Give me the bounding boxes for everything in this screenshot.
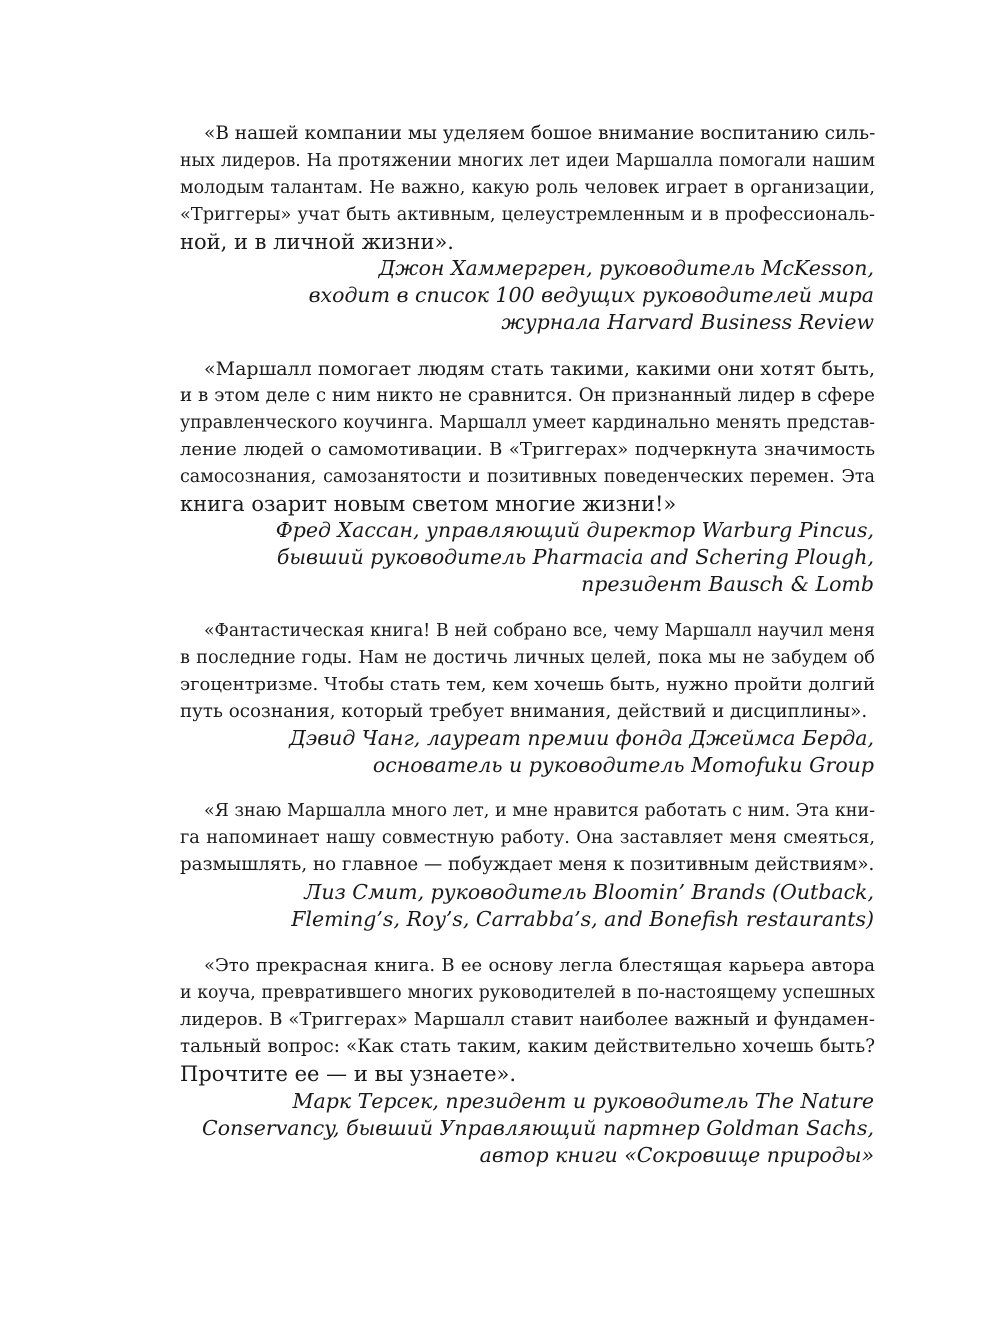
attribution-line: Фред Хассан, управляющий директор Warburg Pincus, xyxy=(275,518,874,542)
quote-line: Прочтите ее — и вы узнаете». xyxy=(180,1062,517,1086)
quote-line: и в этом деле с ним никто не сравнится. Он признанный лидер в сфере xyxy=(180,385,875,406)
quote-line: «Это прекрасная книга. В ее основу легла блестящая карьера автора xyxy=(204,955,875,976)
quote-line: путь осознания, который требует внимания, действий и дисциплины». xyxy=(180,701,868,722)
attribution-line: Лиз Смит, руководитель Bloomin’ Brands (Outback, xyxy=(304,880,874,904)
quote-line: и коуча, превратившего многих руководителей в по-настоящему успешных xyxy=(180,983,875,1003)
attribution-line: Джон Хаммергрен, руководитель McKesson, xyxy=(378,256,874,280)
attribution-line: бывший руководитель Pharmacia and Schering Plough, xyxy=(276,545,874,569)
quote-line: молодым талантам. Не важно, какую роль человек играет в организации, xyxy=(180,178,875,198)
quote-line: управленческого коучинга. Маршалл умеет кардинально менять представ- xyxy=(180,413,875,433)
quote-line: книга озарит новым светом многие жизни!» xyxy=(180,492,677,516)
attribution-line: автор книги «Сокровище природы» xyxy=(479,1143,874,1167)
quote-line: тальный вопрос: «Как стать таким, каким действительно хочешь быть? xyxy=(180,1036,875,1057)
quote-line: ных лидеров. На протяжении многих лет идеи Маршалла помогали нашим xyxy=(180,151,875,171)
quote-line: «Я знаю Маршалла много лет, и мне нравится работать с ним. Эта кни- xyxy=(204,801,875,821)
attribution-line: журнала Harvard Business Review xyxy=(501,310,874,334)
attribution-line: Марк Терсек, президент и руководитель The Nature xyxy=(292,1089,874,1113)
quote-line: в последние годы. Нам не достичь личных целей, пока мы не забудем об xyxy=(180,648,875,668)
attribution-line: Conservancy, бывший Управляющий партнер Goldman Sachs, xyxy=(202,1116,874,1140)
quote-line: га напоминает нашу совместную работу. Она заставляет меня смеяться, xyxy=(180,828,875,848)
quote-line: лидеров. В «Триггерах» Маршалл ставит наиболее важный и фундамен- xyxy=(180,1009,875,1030)
quote-line: эгоцентризме. Чтобы стать тем, кем хочешь быть, нужно пройти долгий xyxy=(180,674,875,695)
attribution-line: Fleming’s, Roy’s, Carrabba’s, and Bonefish restaurants) xyxy=(291,907,874,931)
quote-line: «Фантастическая книга! В ней собрано все, чему Маршалл научил меня xyxy=(204,621,875,641)
quote-line: ление людей о самомотивации. В «Триггерах» подчеркнута значимость xyxy=(180,439,875,460)
quote-line: «В нашей компании мы уделяем бошое внимание воспитанию силь- xyxy=(204,123,876,144)
quote-line: размышлять, но главное — побуждает меня к позитивным действиям». xyxy=(180,854,875,875)
quote-line: ной, и в личной жизни». xyxy=(180,230,454,254)
quote-line: «Маршалл помогает людям стать такими, какими они хотят быть, xyxy=(204,358,875,380)
attribution-line: основатель и руководитель Momofuku Group xyxy=(372,753,874,777)
attribution-line: Дэвид Чанг, лауреат премии фонда Джеймса Берда, xyxy=(289,726,874,750)
quote-line: самосознания, самозанятости и позитивных поведенческих перемен. Эта xyxy=(180,467,875,487)
attribution-line: входит в список 100 ведущих руководителей мира xyxy=(308,283,874,307)
attribution-line: президент Bausch & Lomb xyxy=(581,572,874,596)
quote-line: «Триггеры» учат быть активным, целеустремленным и в профессиональ- xyxy=(180,205,875,225)
